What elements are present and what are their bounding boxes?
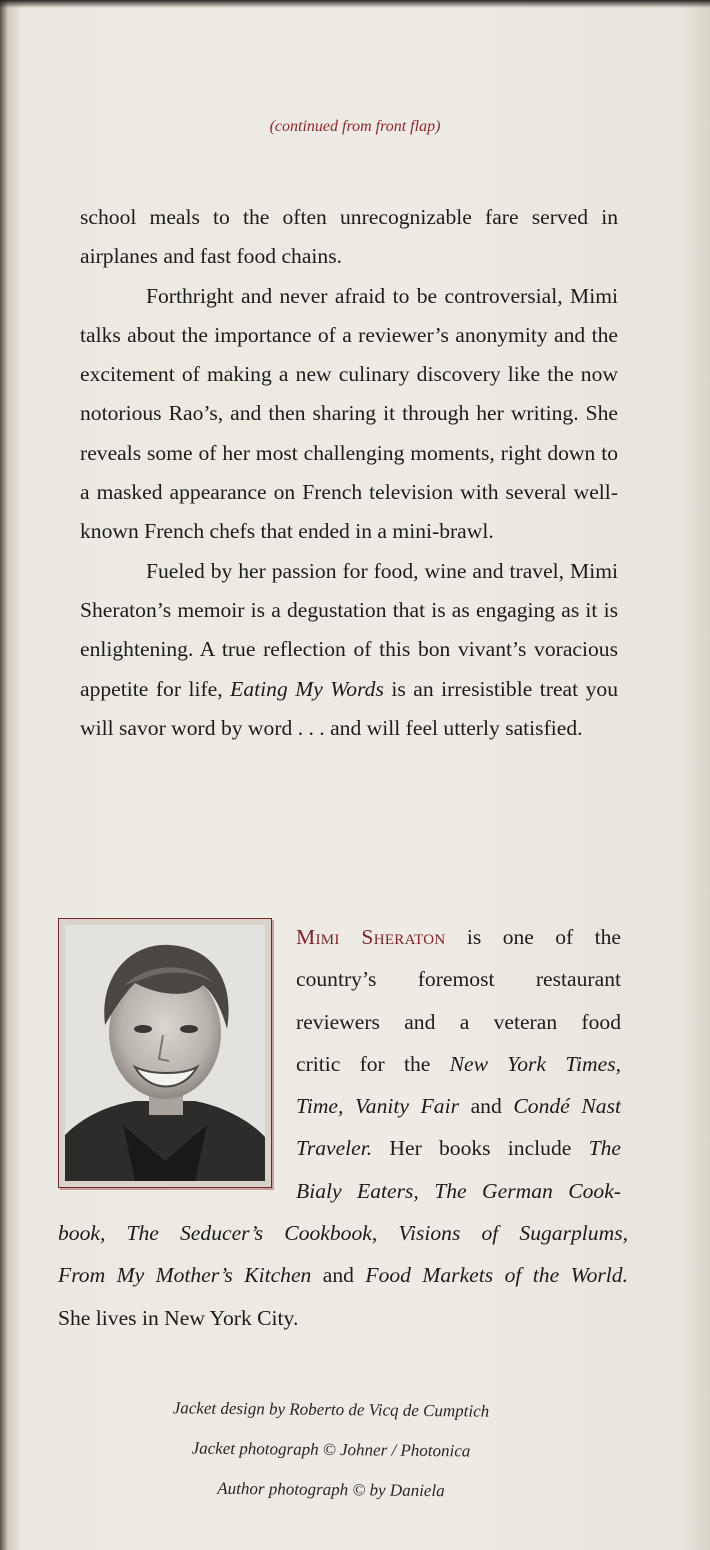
author-photo-frame bbox=[58, 918, 272, 1188]
page-edge-shadow bbox=[0, 0, 710, 8]
bio-text-9b: and bbox=[322, 1263, 354, 1288]
credit-jacket-design: Jacket design by Roberto de Vicq de Cumptich bbox=[172, 1398, 490, 1421]
author-name: Mimi Sheraton bbox=[296, 925, 446, 949]
publication-traveler: Traveler. bbox=[296, 1136, 373, 1161]
books-list-2: book, The Seducer’s Cookbook, Visions of Sugarplums, bbox=[58, 1221, 628, 1245]
publication-time-vanity-fair: Time, Vanity Fair bbox=[296, 1094, 459, 1119]
paragraph-1: school meals to the often unrecognizable fare served in airplanes and fast food chains. bbox=[80, 205, 618, 269]
bio-line-6 bbox=[296, 1127, 621, 1169]
bio-line-5 bbox=[296, 1085, 621, 1127]
bio-line-8 bbox=[58, 1212, 628, 1254]
author-photo bbox=[65, 925, 265, 1181]
bio-text-6b: Her books include bbox=[389, 1136, 572, 1161]
publication-conde-nast: Condé Nast bbox=[513, 1094, 621, 1119]
bio-line-2: country’s foremost restaurant bbox=[296, 967, 621, 992]
paragraph-2: Forthright and never afraid to be controversial, Mimi talks about the importance of a reviewer’s anonymity and the excitement of making a new culinary discovery like the now notorious Rao’s, and then sharing it through her writing. She reveals some of her most challenging moments, right down to a masked appearance on French television with several well-known French chefs that ended in a mini-brawl. bbox=[80, 283, 618, 544]
book-title: Eating My Words bbox=[230, 676, 384, 701]
publication-nyt: New York Times, bbox=[449, 1051, 622, 1076]
author-bio-continued bbox=[58, 1212, 628, 1339]
credit-author-photograph: Author photograph © by Daniela bbox=[217, 1478, 445, 1501]
jacket-credits bbox=[0, 1390, 662, 1510]
continued-note: (continued from front flap) bbox=[269, 118, 441, 135]
book-food-markets: Food Markets of the World. bbox=[365, 1263, 628, 1288]
paragraph-3-text-b: is an irresistible treat you will savor word by word . . . and will feel utterly satisfied. bbox=[80, 676, 618, 740]
author-bio bbox=[296, 916, 621, 1212]
bio-line-7 bbox=[296, 1170, 621, 1212]
flap-body-text bbox=[80, 198, 618, 748]
books-list-1: Bialy Eaters, The German Cook- bbox=[296, 1178, 621, 1203]
bio-text-1: is one of the bbox=[466, 925, 621, 949]
paragraph-3 bbox=[80, 552, 618, 748]
bio-line-10: She lives in New York City. bbox=[58, 1305, 299, 1330]
bio-line-4 bbox=[296, 1043, 621, 1085]
bio-text-5b: and bbox=[470, 1094, 502, 1119]
bio-line-3: reviewers and a veteran food bbox=[296, 1009, 621, 1034]
bio-line-9 bbox=[58, 1254, 628, 1296]
bio-text-4a: critic for the bbox=[296, 1051, 431, 1076]
paragraph-3-text-a: Fueled by her passion for food, wine and travel, Mimi Sheraton’s memoir is a degustation that is as engaging as it is enlightening. A true reflection of this bon vivant’s voracious appetite for life, bbox=[80, 558, 618, 701]
book-the: The bbox=[588, 1136, 621, 1161]
credit-jacket-photograph: Jacket photograph © Johner / Photonica bbox=[191, 1438, 471, 1461]
author-portrait-icon bbox=[65, 925, 265, 1181]
bio-line-1 bbox=[296, 916, 621, 958]
book-mothers-kitchen: From My Mother’s Kitchen bbox=[58, 1263, 312, 1288]
